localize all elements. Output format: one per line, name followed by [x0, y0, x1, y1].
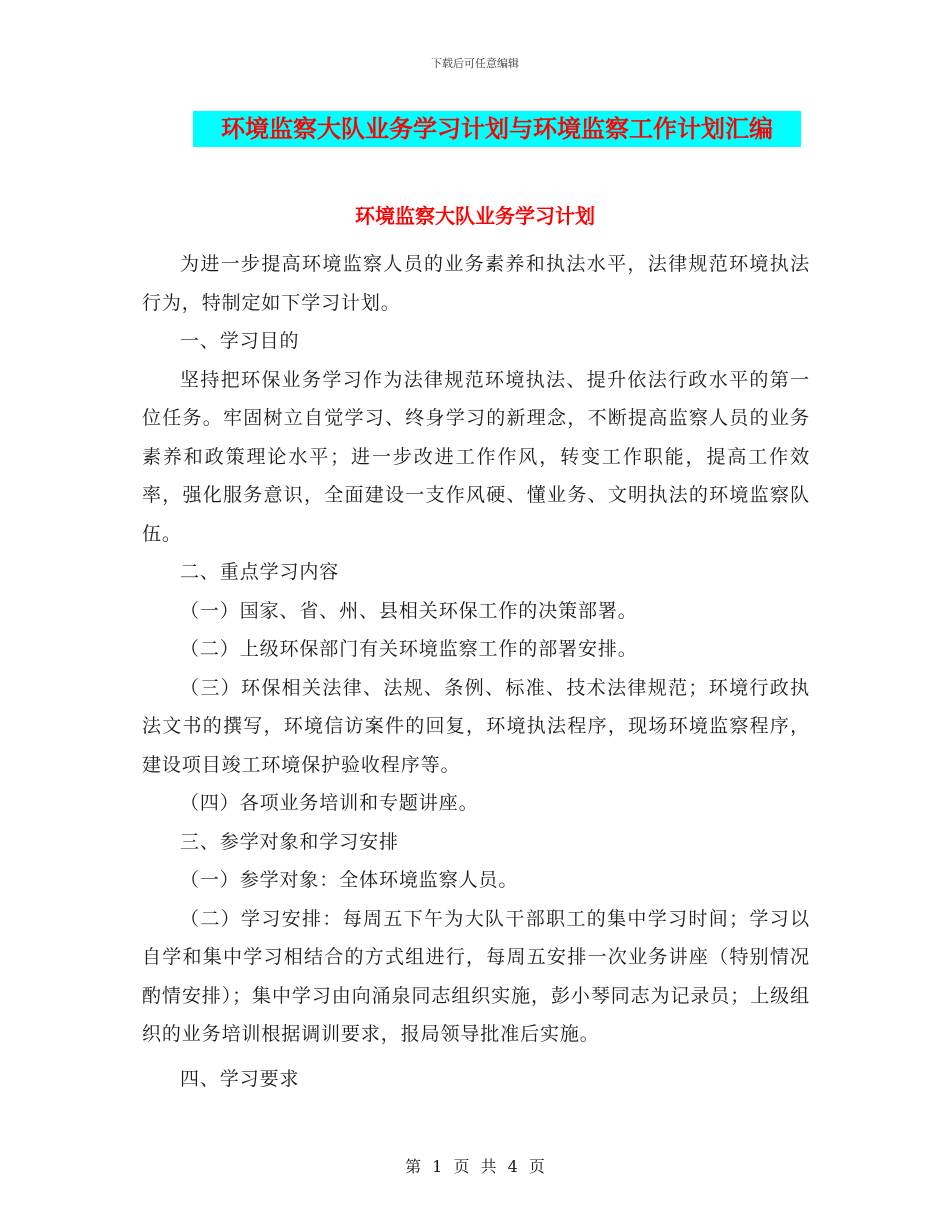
header-note: 下载后可任意编辑 [431, 57, 519, 70]
list-item-content-4: （四）各项业务培训和专题讲座。 [180, 792, 479, 814]
document-body [142, 245, 810, 1098]
heading-key-content: 二、重点学习内容 [180, 561, 340, 583]
heading-study-purpose: 一、学习目的 [180, 330, 300, 352]
document-title-block [193, 111, 801, 147]
list-item-arrangement: （二）学习安排：每周五下午为大队干部职工的集中学习时间；学习以自学和集中学习相结合的方式组进行，每周五安排一次业务讲座（特别情况酌情安排）；集中学习由向涌泉同志组织实施，彭小琴同志为记录员；上级组织的业务培训根据调训要求，报局领导批准后实施。 [142, 907, 810, 1045]
list-item-content-2: （二）上级环保部门有关环境监察工作的部署安排。 [180, 638, 638, 660]
page-number-footer: 第 1 页 共 4 页 [405, 1157, 545, 1176]
paragraph-purpose: 坚持把环保业务学习作为法律规范环境执法、提升依法行政水平的第一位任务。牢固树立自觉学习、终身学习的新理念，不断提高监察人员的业务素养和政策理论水平；进一步改进工作作风，转变工作职能，提高工作效率，强化服务意识，全面建设一支作风硬、懂业务、文明执法的环境监察队伍。 [142, 368, 810, 545]
document-title: 环境监察大队业务学习计划与环境监察工作计划汇编 [193, 111, 801, 147]
list-item-content-1: （一）国家、省、州、县相关环保工作的决策部署。 [180, 599, 638, 622]
paragraph-intro: 为进一步提高环境监察人员的业务素养和执法水平，法律规范环境执法行为，特制定如下学习计划。 [142, 253, 810, 314]
heading-study-requirements: 四、学习要求 [180, 1067, 300, 1090]
heading-participants-arrangement: 三、参学对象和学习安排 [180, 830, 399, 853]
list-item-participants: （一）参学对象：全体环境监察人员。 [180, 869, 519, 891]
section-title: 环境监察大队业务学习计划 [355, 204, 595, 228]
list-item-content-3: （三）环保相关法律、法规、条例、标准、技术法律规范；环境行政执法文书的撰写，环境信访案件的回复，环境执法程序，现场环境监察程序，建设项目竣工环境保护验收程序等。 [142, 676, 810, 776]
